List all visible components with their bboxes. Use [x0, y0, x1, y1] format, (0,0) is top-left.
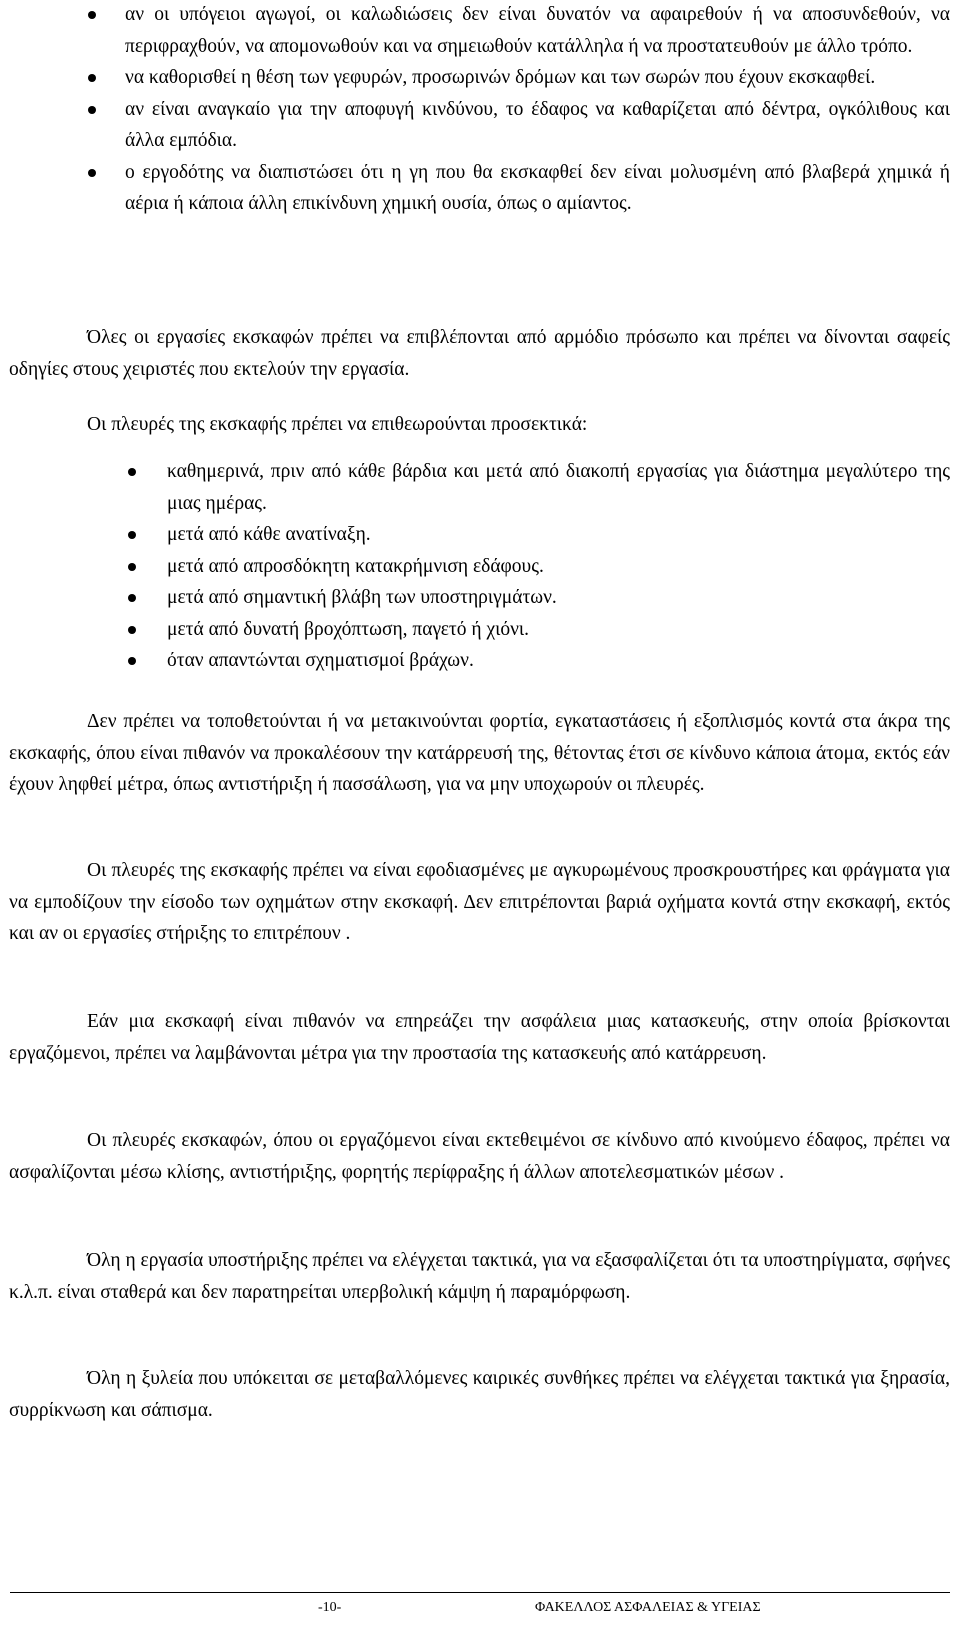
bullet-icon [88, 74, 96, 82]
list-item [125, 157, 950, 220]
page-number: -10- [318, 1600, 342, 1615]
list-item [125, 62, 950, 94]
paragraph-timber-check: Όλη η ξυλεία που υπόκειται σε μεταβαλλόμενες καιρικές συνθήκες πρέπει να ελέγχεται τακτικά για ξηρασία, συρρίκνωση και σάπισμα. [9, 1368, 950, 1421]
list-item-text: μετά από απροσδόκητη κατακρήμνιση εδάφους. [167, 555, 544, 577]
list-item [167, 614, 950, 646]
list-item [167, 456, 950, 519]
list-item [167, 519, 950, 551]
list-item-text: ο εργοδότης να διαπιστώσει ότι η γη που θα εκσκαφθεί δεν είναι μολυσμένη από βλαβερά χημικά ή αέρια ή κάποια άλλη επικίνδυνη χημική ουσία, όπως ο αμίαντος. [125, 161, 950, 214]
list-item-text: αν οι υπόγειοι αγωγοί, οι καλωδιώσεις δεν είναι δυνατόν να αφαιρεθούν ή να αποσυνδεθούν, να περιφραχθούν, να απομονωθούν και να σημειωθούν κατάλληλα ή να προστατευθούν με άλλο τρόπο. [125, 4, 950, 57]
list-item [167, 551, 950, 583]
bullet-icon [128, 563, 136, 571]
bullet-list-inspection-times [167, 456, 950, 677]
list-item [125, 0, 950, 62]
sides-inspection-intro: Οι πλευρές της εκσκαφής πρέπει να επιθεωρούνται προσεκτικά: [87, 414, 588, 435]
list-item [167, 582, 950, 614]
paragraph-loads-near-edges: Δεν πρέπει να τοποθετούνται ή να μετακινούνται φορτία, εγκαταστάσεις ή εξοπλισμός κοντά στα άκρα της εκσκαφής, όπου είναι πιθανόν να προκαλέσουν την κατάρρευσή της, θέτοντας έτσι σε κίνδυνο κάποια άτομα, εκτός εάν έχουν ληφθεί μέτρα, όπως αντιστήριξη ή πασσάλωση, για να μην υποχωρούν οι πλευρές. [9, 711, 950, 795]
list-item [167, 645, 950, 677]
paragraph-support-check: Όλη η εργασία υποστήριξης πρέπει να ελέγχεται τακτικά, για να εξασφαλίζεται ότι τα υποστηρίγματα, σφήνες κ.λ.π. είναι σταθερά και δεν παρατηρείται υπερβολική κάμψη ή παραμόρφωση. [9, 1250, 950, 1303]
footer-document-title: ΦΑΚΕΛΛΟΣ ΑΣΦΑΛΕΙΑΣ & ΥΓΕΙΑΣ [535, 1600, 761, 1615]
list-item-text: μετά από κάθε ανατίναξη. [167, 524, 371, 545]
list-item-text: όταν απαντώνται σχηματισμοί βράχων. [167, 650, 474, 671]
list-item-text: μετά από σημαντική βλάβη των υποστηριγμάτων. [167, 587, 557, 608]
bullet-icon [128, 468, 136, 476]
footer-divider [10, 1592, 950, 1593]
paragraph-supervision: Όλες οι εργασίες εκσκαφών πρέπει να επιβλέπονται από αρμόδιο πρόσωπο και πρέπει να δίνονται σαφείς οδηγίες στους χειριστές που εκτελούν την εργασία. [9, 327, 950, 380]
paragraph-barriers: Οι πλευρές της εκσκαφής πρέπει να είναι εφοδιασμένες με αγκυρωμένους προσκρουστήρες και φράγματα για να εμποδίζουν την είσοδο των οχημάτων στην εκσκαφή. Δεν επιτρέπονται βαριά οχήματα κοντά στην εκσκαφή, εκτός και αν οι εργασίες στήριξης το επιτρέπουν . [9, 860, 950, 944]
bullet-icon [88, 106, 96, 114]
bullet-icon [128, 657, 136, 665]
bullet-icon [128, 594, 136, 602]
bullet-icon [88, 11, 96, 19]
list-item [125, 94, 950, 157]
bullet-icon [128, 531, 136, 539]
paragraph-structure-safety: Εάν μια εκσκαφή είναι πιθανόν να επηρεάζει την ασφάλεια μιας κατασκευής, στην οποία βρίσκονται εργαζόμενοι, πρέπει να λαμβάνονται μέτρα για την προστασία της κατασκευής από κατάρρευση. [9, 1011, 950, 1064]
paragraph-moving-ground: Οι πλευρές εκσκαφών, όπου οι εργαζόμενοι είναι εκτεθειμένοι σε κίνδυνο από κινούμενο έδαφος, πρέπει να ασφαλίζονται μέσω κλίσης, αντιστήριξης, φορητής περίφραξης ή άλλων αποτελεσματικών μέσων . [9, 1130, 950, 1183]
list-item-text: να καθορισθεί η θέση των γεφυρών, προσωρινών δρόμων και των σωρών που έχουν εκσκαφθεί. [125, 67, 876, 88]
bullet-icon [88, 169, 96, 177]
bullet-icon [128, 626, 136, 634]
list-item-text: αν είναι αναγκαίο για την αποφυγή κινδύνου, το έδαφος να καθαρίζεται από δέντρα, ογκόλιθους και άλλα εμπόδια. [125, 98, 950, 151]
list-item-text: μετά από δυνατή βροχόπτωση, παγετό ή χιόνι. [167, 618, 530, 640]
list-item-text: καθημερινά, πριν από κάθε βάρδια και μετά από διακοπή εργασίας για διάστημα μεγαλύτερο της μιας ημέρας. [167, 461, 950, 514]
bullet-list-preconditions [125, 0, 950, 220]
